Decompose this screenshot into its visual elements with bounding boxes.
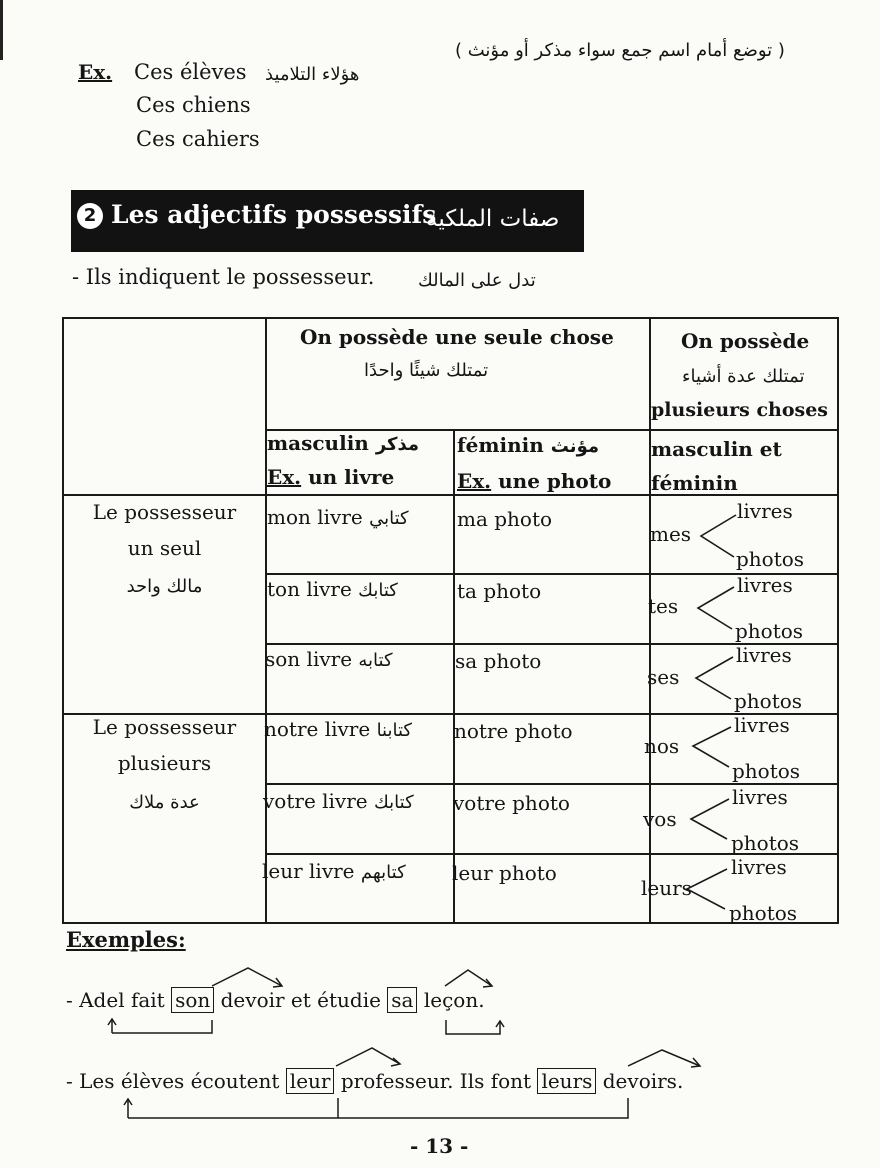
masc-form-arabic: كتابك	[358, 580, 398, 601]
masc-form: ton livre	[267, 577, 352, 601]
plural-form: ses	[647, 665, 680, 689]
masc-form-arabic: كتابنا	[376, 720, 412, 741]
fem-form: ta photo	[457, 579, 542, 603]
s2-part-a: - Les élèves écoutent	[66, 1069, 280, 1093]
fem-form: leur photo	[452, 861, 557, 885]
s1-part-a: - Adel fait	[66, 988, 165, 1012]
plural-form: vos	[643, 807, 677, 831]
header-single: On possède une seule chose	[300, 325, 614, 349]
exemples-heading: Exemples:	[66, 927, 186, 952]
example-line-3: Ces cahiers	[136, 127, 260, 151]
masc-form: notre livre	[264, 717, 371, 741]
masc-ex: un livre	[308, 465, 395, 489]
plural-noun-1: livres	[737, 499, 793, 523]
plural-noun-1: livres	[737, 573, 793, 597]
plural-form: nos	[644, 734, 680, 758]
both-label-1: masculin et	[651, 437, 782, 461]
group2-line1: Le possesseur	[92, 715, 237, 739]
example-label: Ex.	[78, 60, 113, 84]
masc-form-arabic: كتابي	[369, 508, 409, 529]
group1-arabic: مالك واحد	[126, 576, 203, 597]
masc-arabic: مذكر	[375, 434, 420, 455]
masc-form-arabic: كتابه	[358, 650, 393, 671]
fem-ex-label: Ex.	[457, 469, 492, 493]
plural-noun-2: photos	[736, 547, 805, 571]
example-line-1: Ces élèves	[134, 60, 247, 84]
plural-noun-2: photos	[734, 689, 803, 713]
masc-form: votre livre	[263, 789, 368, 813]
masc-ex-label: Ex.	[267, 465, 302, 489]
fem-form: sa photo	[455, 649, 542, 673]
group1-line1: Le possesseur	[92, 500, 237, 524]
masc-label: masculin	[267, 431, 369, 455]
plural-noun-1: livres	[736, 643, 792, 667]
s1-part-c: leçon.	[423, 988, 485, 1012]
masc-form: leur livre	[262, 859, 355, 883]
example-line-2: Ces chiens	[136, 93, 251, 117]
plural-noun-1: livres	[734, 713, 790, 737]
intro-text: - Ils indiquent le possesseur.	[72, 265, 375, 289]
plural-noun-2: photos	[735, 619, 804, 643]
both-label-2: féminin	[651, 471, 738, 495]
plural-noun-1: livres	[731, 855, 787, 879]
group2-arabic: عدة ملاك	[129, 792, 200, 813]
intro-arabic: تدل على المالك	[418, 270, 536, 291]
fem-ex: une photo	[498, 469, 612, 493]
s2-possessive-1: leur	[286, 1068, 335, 1094]
group2-line2: plusieurs	[117, 751, 212, 775]
plural-noun-2: photos	[731, 831, 800, 855]
fem-arabic: مؤنث	[550, 436, 599, 457]
s2-possessive-2: leurs	[537, 1068, 596, 1094]
header-single-arabic: تمتلك شيئًا واحدًا	[364, 360, 489, 381]
fem-form: ma photo	[457, 507, 553, 531]
arabic-note: ( توضع أمام اسم جمع سواء مذكر أو مؤنث )	[455, 40, 785, 61]
s1-part-b: devoir et étudie	[220, 988, 381, 1012]
masc-form-arabic: كتابك	[373, 792, 414, 813]
plural-form: leurs	[641, 876, 692, 900]
fem-form: votre photo	[453, 791, 570, 815]
s2-part-b: professeur. Ils font	[340, 1069, 532, 1093]
fem-label: féminin	[457, 433, 544, 457]
masc-form-arabic: كتابهم	[360, 862, 406, 883]
section-title: Les adjectifs possessifs	[111, 200, 437, 229]
section-number: 2	[77, 203, 103, 229]
fem-form: notre photo	[454, 719, 573, 743]
plural-form: tes	[648, 594, 679, 618]
header-plural: On possède	[681, 329, 810, 353]
plural-noun-2: photos	[729, 901, 798, 925]
group1-line2: un seul	[127, 536, 202, 560]
header-plural-arabic: تمتلك عدة أشياء	[682, 366, 805, 387]
masc-form: son livre	[265, 647, 353, 671]
page-number: - 13 -	[410, 1134, 469, 1158]
s1-possessive-2: sa	[387, 987, 417, 1013]
plural-form: mes	[650, 522, 692, 546]
s2-part-c: devoirs.	[602, 1069, 684, 1093]
plural-noun-1: livres	[732, 785, 788, 809]
s1-possessive-1: son	[171, 987, 214, 1013]
header-plural-2: plusieurs choses	[651, 399, 828, 421]
section-title-arabic: صفات الملكية	[426, 206, 560, 232]
masc-form: mon livre	[267, 505, 363, 529]
example-arabic: هؤلاء التلاميذ	[265, 64, 360, 85]
plural-noun-2: photos	[732, 759, 801, 783]
